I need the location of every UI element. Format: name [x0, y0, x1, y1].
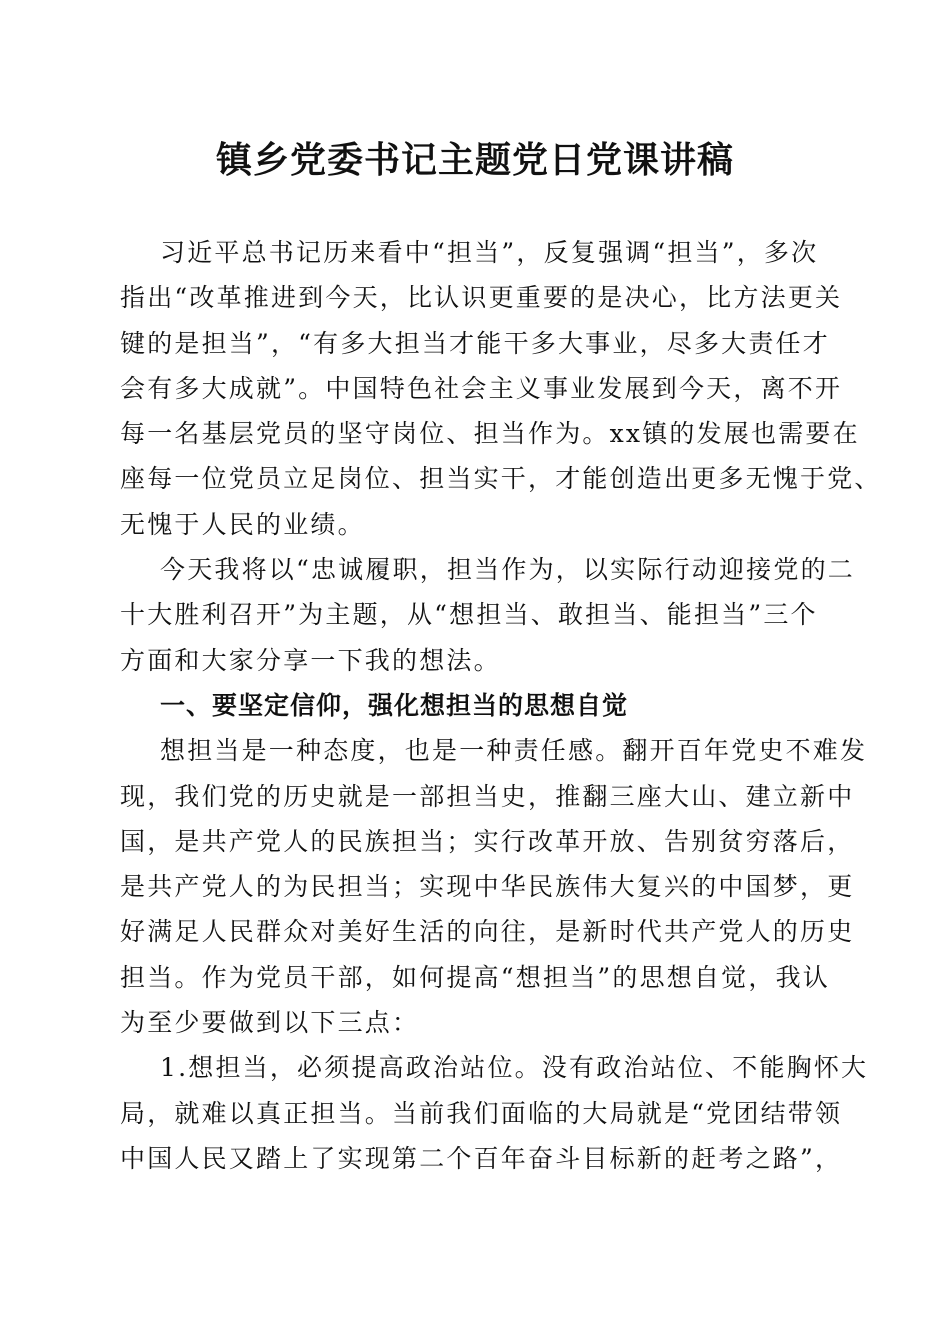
paragraph-line: 担当。作为党员干部，如何提高“想担当”的思想自觉，我认 — [120, 962, 830, 992]
paragraph-line: 习近平总书记历来看中“担当”，反复强调“担当”，多次 — [160, 238, 819, 267]
paragraph-line: 十大胜利召开”为主题，从“想担当、敢担当、能担当”三个 — [120, 600, 818, 630]
paragraph-line: 指出“改革推进到今天，比认识更重要的是决心，比方法更关 — [120, 283, 843, 313]
document-title: 镇乡党委书记主题党日党课讲稿 — [215, 139, 734, 181]
paragraph-line: 现，我们党的历史就是一部担当史，推翻三座大山、建立新中 — [120, 781, 855, 811]
document-body — [120, 230, 882, 1181]
paragraph-line: 为至少要做到以下三点： — [120, 1008, 420, 1038]
paragraph-line: 今天我将以“忠诚履职，担当作为，以实际行动迎接党的二 — [160, 555, 855, 585]
paragraph-line: 想担当是一种态度，也是一种责任感。翻开百年党史不难发 — [160, 736, 868, 766]
paragraph-line: 会有多大成就”。中国特色社会主义事业发展到今天，离不开 — [120, 373, 843, 403]
paragraph-line: 1.想担当，必须提高政治站位。没有政治站位、不能胸怀大 — [160, 1053, 869, 1083]
paragraph-line: 好满足人民群众对美好生活的向往，是新时代共产党人的历史 — [120, 917, 855, 947]
paragraph-line: 中国人民又踏上了实现第二个百年奋斗目标新的赶考之路”， — [120, 1143, 843, 1173]
paragraph-line: 局，就难以真正担当。当前我们面临的大局就是“党团结带领 — [120, 1098, 843, 1128]
paragraph-line: 座每一位党员立足岗位、担当实干，才能创造出更多无愧于党、 — [120, 464, 882, 494]
paragraph-line: 每一名基层党员的坚守岗位、担当作为。xx镇的发展也需要在 — [120, 419, 860, 449]
paragraph-line: 无愧于人民的业绩。 — [120, 509, 365, 539]
paragraph-line: 键的是担当”，“有多大担当才能干多大事业，尽多大责任才 — [120, 328, 830, 358]
paragraph-line: 是共产党人的为民担当；实现中华民族伟大复兴的中国梦，更 — [120, 872, 855, 902]
paragraph-line: 国，是共产党人的民族担当；实行改革开放、告别贫穷落后， — [120, 826, 855, 856]
paragraph-line: 方面和大家分享一下我的想法。 — [120, 645, 501, 675]
section-heading: 一、要坚定信仰，强化想担当的思想自觉 — [160, 690, 629, 720]
